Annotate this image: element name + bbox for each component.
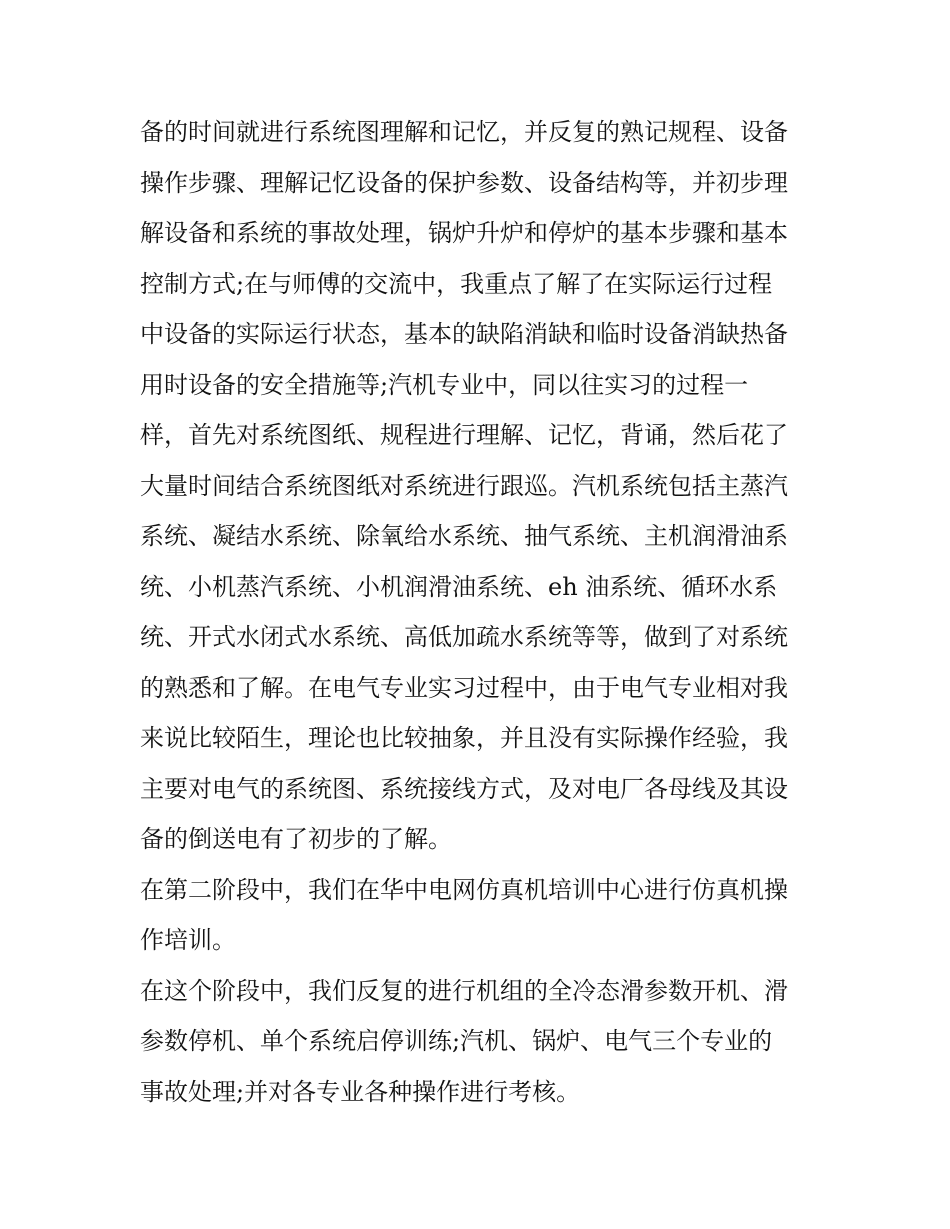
text-line: 用时设备的安全措施等;汽机专业中，同以往实习的过程一 xyxy=(140,370,749,399)
text-line: 主要对电气的系统图、系统接线方式，及对电厂各母线及其设 xyxy=(140,774,788,803)
text-line: 备的倒送电有了初步的了解。 xyxy=(140,825,452,853)
text-line: 中设备的实际运行状态，基本的缺陷消缺和临时设备消缺热备 xyxy=(140,320,788,348)
text-line: 操作步骤、理解记忆设备的保护参数、设备结构等，并初步理 xyxy=(140,168,788,197)
body-text xyxy=(140,107,820,1117)
text-line: 来说比较陌生，理论也比较抽象，并且没有实际操作经验，我 xyxy=(140,724,788,752)
text-line: 统、开式水闭式水系统、高低加疏水系统等等，做到了对系统 xyxy=(140,623,788,651)
text-line: 解设备和系统的事故处理，锅炉升炉和停炉的基本步骤和基本 xyxy=(140,219,788,247)
text-line: 作培训。 xyxy=(140,926,236,954)
text-line: 事故处理;并对各专业各种操作进行考核。 xyxy=(140,1077,581,1106)
text-line: 大量时间结合系统图纸对系统进行跟巡。汽机系统包括主蒸汽 xyxy=(140,471,788,500)
text-line: 参数停机、单个系统启停训练;汽机、锅炉、电气三个专业的 xyxy=(140,1027,773,1055)
text-line: 系统、凝结水系统、除氧给水系统、抽气系统、主机润滑油系 xyxy=(140,522,788,550)
text-line: 控制方式;在与师傅的交流中，我重点了解了在实际运行过程 xyxy=(140,269,773,298)
text-line: 的熟悉和了解。在电气专业实习过程中，由于电气专业相对我 xyxy=(140,673,788,702)
text-line: 备的时间就进行系统图理解和记忆，并反复的熟记规程、设备 xyxy=(140,118,788,146)
text-line: 样，首先对系统图纸、规程进行理解、记忆，背诵，然后花了 xyxy=(140,421,788,449)
text-line: 统、小机蒸汽系统、小机润滑油系统、eh 油系统、循环水系 xyxy=(140,572,778,601)
text-line: 在这个阶段中，我们反复的进行机组的全冷态滑参数开机、滑 xyxy=(140,976,788,1005)
text-line: 在第二阶段中，我们在华中电网仿真机培训中心进行仿真机操 xyxy=(140,875,788,904)
